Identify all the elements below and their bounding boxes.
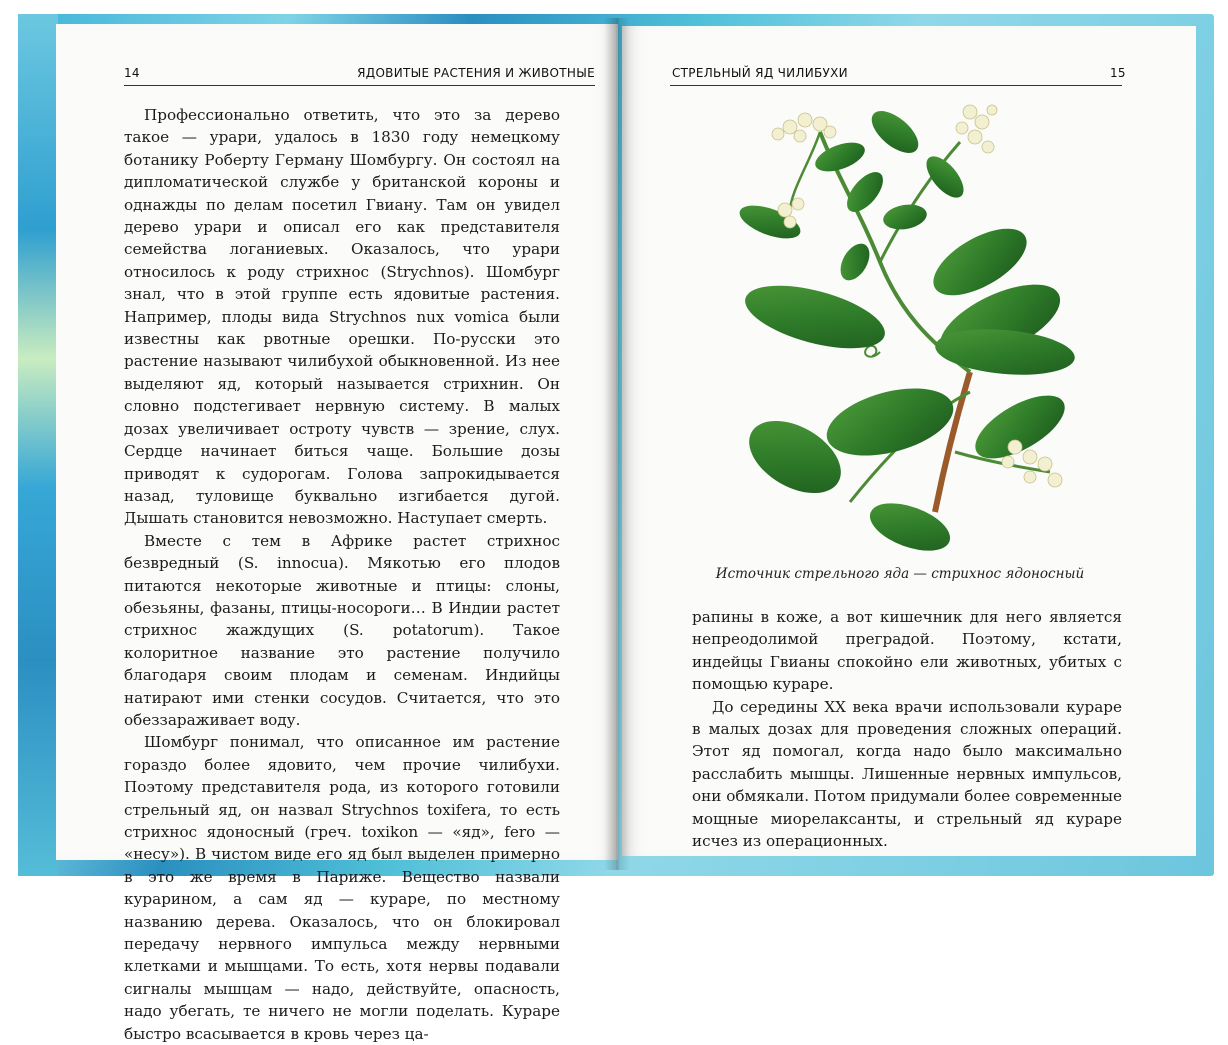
right-body-text [692, 606, 1122, 852]
right-header-rule [670, 85, 1122, 86]
right-paragraph-2: До середины XX века врачи использовали кураре в малых дозах для проведения сложных операций. Этот яд помогал, когда надо было максимально расслабить мышцы. Лишенные нервных импульсов, они обмякали. Потом придумали более современные мощные миорелаксанты, и стрельный яд кураре исчез из операционных. [692, 697, 1122, 851]
left-body-text [124, 104, 560, 1045]
right-page-number: 15 [1110, 66, 1126, 80]
illustration-caption: Источник стрельного яда — стрихнос ядоносный [715, 566, 1085, 582]
right-paragraph-1: рапины в коже, а вот кишечник для него является непреодолимой преградой. Поэтому, кстати, индейцы Гвианы спокойно ели животных, убитых с помощью кураре. [692, 608, 1122, 694]
left-paragraph-2: Вместе с тем в Африке растет стрихнос безвредный (S. innocua). Мякотью его плодов питаются некоторые животные и птицы: слоны, обезьяны, фазаны, птицы-носороги… В Индии растет стрихнос жаждущих (S. potatorum). Такое колоритное название это растение получило благодаря своим плодам и семенам. Индийцы натирают ими стенки сосудов. Считается, что это обеззараживает воду. [124, 531, 560, 729]
right-running-header: СТРЕЛЬНЫЙ ЯД ЧИЛИБУХИ [672, 66, 848, 80]
left-header-rule [124, 85, 595, 86]
left-paragraph-1: Профессионально ответить, что это за дерево такое — урари, удалось в 1830 году немецкому ботанику Роберту Герману Шомбургу. Он состоял на дипломатической службе у британской короны и однажды по делам посетил Гвиану. Там он увидел дерево урари и описал его как представителя семейства логаниевых. Оказалось, что урари относилось к роду стрихнос (Strychnos). Шомбург знал, что в этой группе есть ядовитые растения. Например, плоды вида Strychnos nux vomica были известны как рвотные орешки. По-русски это растение называют чилибухой обыкновенной. Из нее выделяют яд, который называется стрихнин. Он словно подстегивает нервную систему. В малых дозах увеличивает остроту чувств — зрение, слух. Сердце начинает биться чаще. Большие дозы приводят к судорогам. Голова запрокидывается назад, туловище буквально изгибается дугой. Дышать становится невозможно. Наступает смерть. [124, 106, 560, 528]
plant-illustration [730, 92, 1090, 562]
left-paragraph-3: Шомбург понимал, что описанное им растение гораздо более ядовито, чем прочие чилибухи. Поэтому представителя рода, из которого готовили стрельный яд, он назвал Strychnos toxifera, то есть стрихнос ядоносный (греч. toxikon — «яд», fero — «несу»). В чистом виде его яд был выделен примерно в это же время в Париже. Вещество назвали кураринoм, а сам яд — кураре, по местному названию дерева. Оказалось, что он блокировал передачу нервного импульса между нервными клетками и мышцами. То есть, хотя нервы подавали сигналы мышцам — надо, действуйте, опасность, надо убегать, те ничего не могли поделать. Кураре быстро всасывается в кровь через ца- [124, 733, 560, 1043]
cover-edge [18, 14, 58, 876]
left-page-number: 14 [124, 66, 140, 80]
book-spine [604, 18, 630, 870]
left-running-header: ЯДОВИТЫЕ РАСТЕНИЯ И ЖИВОТНЫЕ [357, 66, 595, 80]
